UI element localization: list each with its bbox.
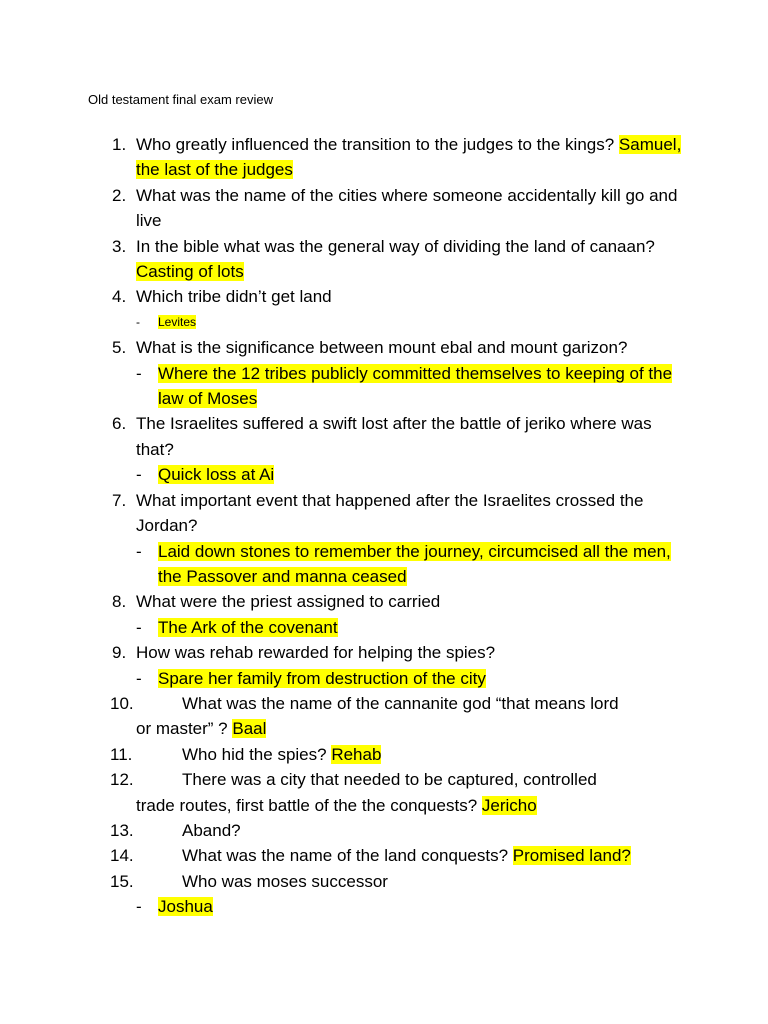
document-title: Old testament final exam review bbox=[88, 92, 273, 107]
list-item bbox=[112, 284, 692, 309]
highlighted-answer: Baal bbox=[232, 719, 267, 739]
question-text: Which tribe didn’t get land bbox=[136, 287, 332, 307]
question-text: What was the name of the cannanite god “that means lord bbox=[182, 693, 619, 713]
item-number: 11. bbox=[110, 744, 133, 764]
list-item bbox=[112, 767, 692, 818]
dash-bullet-icon: - bbox=[136, 363, 142, 383]
answer-bullet bbox=[112, 894, 692, 919]
highlighted-answer: Rehab bbox=[331, 744, 382, 764]
question-text: The Israelites suffered a swift lost after the battle of jeriko where was that? bbox=[136, 414, 652, 459]
question-text: There was a city that needed to be captured, controlled bbox=[182, 770, 597, 790]
question-text: What important event that happened after the Israelites crossed the Jordan? bbox=[136, 490, 644, 536]
question-text-continued: trade routes, first battle of the the conquests? bbox=[136, 795, 478, 815]
answer-bullet bbox=[112, 462, 692, 487]
item-number: 13. bbox=[110, 820, 134, 840]
question-text: What were the priest assigned to carried bbox=[136, 592, 441, 612]
answer-bullet bbox=[112, 361, 692, 412]
dash-bullet-icon: - bbox=[136, 617, 142, 637]
highlighted-answer: Spare her family from destruction of the city bbox=[158, 668, 486, 688]
question-text: In the bible what was the general way of dividing the land of canaan? bbox=[136, 236, 655, 256]
list-item bbox=[112, 869, 692, 894]
list-item bbox=[112, 234, 692, 285]
question-text: Who was moses successor bbox=[182, 871, 388, 891]
question-text: Who greatly influenced the transition to the judges to the kings? bbox=[136, 135, 615, 154]
question-text: Who hid the spies? bbox=[182, 744, 327, 764]
item-number: 6. bbox=[112, 414, 127, 434]
question-text: How was rehab rewarded for helping the spies? bbox=[136, 643, 496, 663]
list-item bbox=[112, 742, 692, 767]
item-number: 8. bbox=[112, 592, 127, 612]
highlighted-answer: Quick loss at Ai bbox=[158, 465, 275, 485]
answer-bullet bbox=[112, 666, 692, 691]
item-number: 1. bbox=[112, 135, 127, 154]
question-text: What was the name of the land conquests? bbox=[182, 846, 509, 866]
highlighted-answer: Laid down stones to remember the journey, circumcised all the men, the Passover and manna ceased bbox=[158, 541, 671, 586]
list-item bbox=[112, 691, 692, 742]
item-number: 15. bbox=[110, 871, 134, 891]
list-item bbox=[112, 843, 692, 868]
dash-bullet-icon: - bbox=[136, 314, 140, 329]
item-number: 12. bbox=[110, 770, 134, 790]
dash-bullet-icon: - bbox=[136, 465, 142, 485]
item-number: 10. bbox=[110, 693, 134, 713]
answer-bullet bbox=[112, 539, 692, 590]
list-item bbox=[112, 488, 692, 539]
review-list bbox=[112, 132, 692, 920]
answer-bullet bbox=[112, 310, 692, 335]
list-item bbox=[112, 640, 692, 665]
dash-bullet-icon: - bbox=[136, 897, 142, 917]
question-text: What is the significance between mount ebal and mount garizon? bbox=[136, 338, 628, 358]
item-number: 9. bbox=[112, 643, 127, 663]
item-number: 4. bbox=[112, 287, 127, 307]
list-item bbox=[112, 411, 692, 462]
highlighted-answer: Samuel, the last of the judges bbox=[136, 135, 682, 180]
highlighted-answer: Levites bbox=[158, 314, 197, 329]
item-number: 5. bbox=[112, 338, 127, 358]
list-item bbox=[112, 183, 692, 234]
list-item bbox=[112, 335, 692, 360]
highlighted-answer: Joshua bbox=[158, 897, 213, 917]
dash-bullet-icon: - bbox=[136, 668, 142, 688]
highlighted-answer: Jericho bbox=[481, 795, 537, 815]
list-item bbox=[112, 589, 692, 614]
answer-bullet bbox=[112, 615, 692, 640]
highlighted-answer: Casting of lots bbox=[136, 262, 244, 282]
question-text-continued: or master” ? bbox=[136, 719, 228, 739]
item-number: 2. bbox=[112, 185, 127, 205]
highlighted-answer: Promised land? bbox=[512, 846, 631, 866]
item-number: 3. bbox=[112, 236, 127, 256]
item-number: 7. bbox=[112, 490, 127, 510]
list-item bbox=[112, 132, 692, 183]
item-number: 14. bbox=[110, 846, 134, 866]
question-text: What was the name of the cities where someone accidentally kill go and live bbox=[136, 185, 678, 231]
highlighted-answer: The Ark of the covenant bbox=[158, 617, 338, 637]
highlighted-answer: Where the 12 tribes publicly committed themselves to keeping of the law of Moses bbox=[158, 363, 673, 409]
dash-bullet-icon: - bbox=[136, 541, 142, 561]
question-text: Aband? bbox=[182, 820, 241, 840]
list-item bbox=[112, 818, 692, 843]
